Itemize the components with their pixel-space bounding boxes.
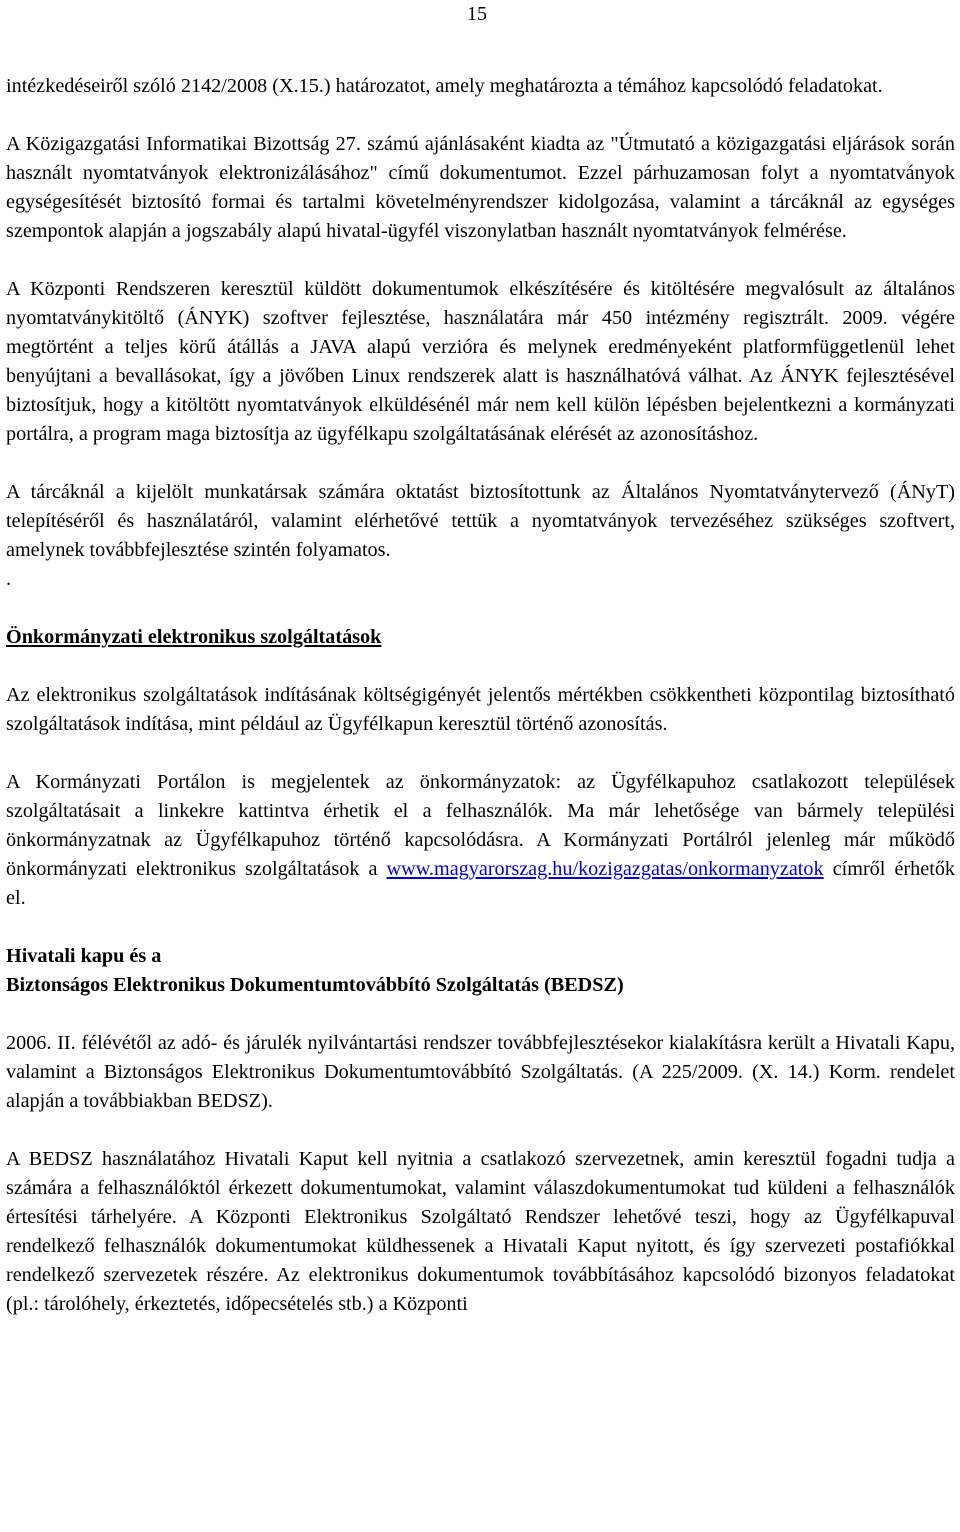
stray-dot: . xyxy=(6,568,12,590)
paragraph-4: A tárcáknál a kijelölt munkatársak számára oktatást biztosítottunk az Általános Nyomtatványtervező (ÁNyT) telepítéséről és használatáról, valamint elérhetővé tettük a nyomtatványok tervezéséhez szükséges szoftvert, amelynek továbbfejlesztése szintén folyamatos. xyxy=(6,481,955,561)
paragraph-6 xyxy=(6,768,955,913)
document-body xyxy=(6,72,955,1348)
paragraph-8: A BEDSZ használatához Hivatali Kaput kell nyitnia a csatlakozó szervezetnek, amin keresztül fogadni tudja a számára a felhasználóktól érkezett dokumentumokat, valamint válaszdokumentumokat tud küldeni a felhasználók értesítési tárhelyére. A Központi Elektronikus Szolgáltató Rendszer lehetővé teszi, hogy az Ügyfélkapuval rendelkező felhasználók dokumentumokat küldhessenek a Hivatali Kaput nyitott, és így szervezeti postafiókkal rendelkező szervezetek részére. Az elektronikus dokumentumok továbbításához kapcsolódó bizonyos feladatokat (pl.: tárolóhely, érkeztetés, időpecsételés stb.) a Központi xyxy=(6,1148,955,1315)
paragraph-7: 2006. II. félévétől az adó- és járulék nyilvántartási rendszer továbbfejlesztésekor kialakításra került a Hivatali Kapu, valamint a Biztonságos Elektronikus Dokumentumtovábbító Szolgáltatás. (A 225/2009. (X. 14.) Korm. rendelet alapján a továbbiakban BEDSZ). xyxy=(6,1032,955,1112)
section-heading-onkormanyzati: Önkormányzati elektronikus szolgáltatások xyxy=(6,626,382,648)
section-heading-hivatali-line-1: Hivatali kapu és a xyxy=(6,945,162,967)
paragraph-2: A Közigazgatási Informatikai Bizottság 27. számú ajánlásaként kiadta az "Útmutató a közigazgatási eljárások során használt nyomtatványok elektronizálásához" című dokumentumot. Ezzel párhuzamosan folyt a nyomtatványok egységesítését biztosító formai és tartalmi követelményrendszer kidolgozása, valamint a tárcáknál az egységes szempontok alapján a jogszabály alapú hivatal-ügyfél viszonylatban használt nyomtatványok felmérése. xyxy=(6,133,955,242)
paragraph-1: intézkedéseiről szóló 2142/2008 (X.15.) határozatot, amely meghatározta a témához kapcsolódó feladatokat. xyxy=(6,75,883,97)
paragraph-6-text: A Kormányzati Portálon is megjelentek az önkormányzatok: az Ügyfélkapuhoz csatlakozott települések szolgáltatásait a linkekre kattintva érhetik el a felhasználók. Ma már lehetősége van bármely települési önkormányzatnak az Ügyfélkapuhoz történő kapcsolódásra. A Kormányzati Portálról jelenleg már működő önkormányzati elektronikus szolgáltatások a xyxy=(6,771,955,880)
page-number: 15 xyxy=(467,3,487,25)
paragraph-3: A Központi Rendszeren keresztül küldött dokumentumok elkészítésére és kitöltésére megvalósult az általános nyomtatványkitöltő (ÁNYK) szoftver fejlesztése, használatára már 450 intézmény regisztrált. 2009. végére megtörtént a teljes körű átállás a JAVA alapú verzióra és melynek eredményeként platformfüggetlenül lehet benyújtani a bevallásokat, így a jövőben Linux rendszerek alatt is használhatóvá válhat. Az ÁNYK fejlesztésével biztosítjuk, hogy a kitöltött nyomtatványok elküldésénél már nem kell külön lépésben bejelentkezni a kormányzati portálra, a program maga biztosítja az ügyfélkapu szolgáltatásának elérését az azonosításhoz. xyxy=(6,278,955,445)
onkormanyzatok-link[interactable]: www.magyarorszag.hu/kozigazgatas/onkormanyzatok xyxy=(386,858,824,880)
paragraph-6-tail: címről érhetők el. xyxy=(6,858,956,909)
section-heading-hivatali-line-2: Biztonságos Elektronikus Dokumentumtovábbító Szolgáltatás (BEDSZ) xyxy=(6,974,624,996)
paragraph-5: Az elektronikus szolgáltatások indításának költségigényét jelentős mértékben csökkentheti központilag biztosítható szolgáltatások indítása, mint például az Ügyfélkapun keresztül történő azonosítás. xyxy=(6,684,955,735)
